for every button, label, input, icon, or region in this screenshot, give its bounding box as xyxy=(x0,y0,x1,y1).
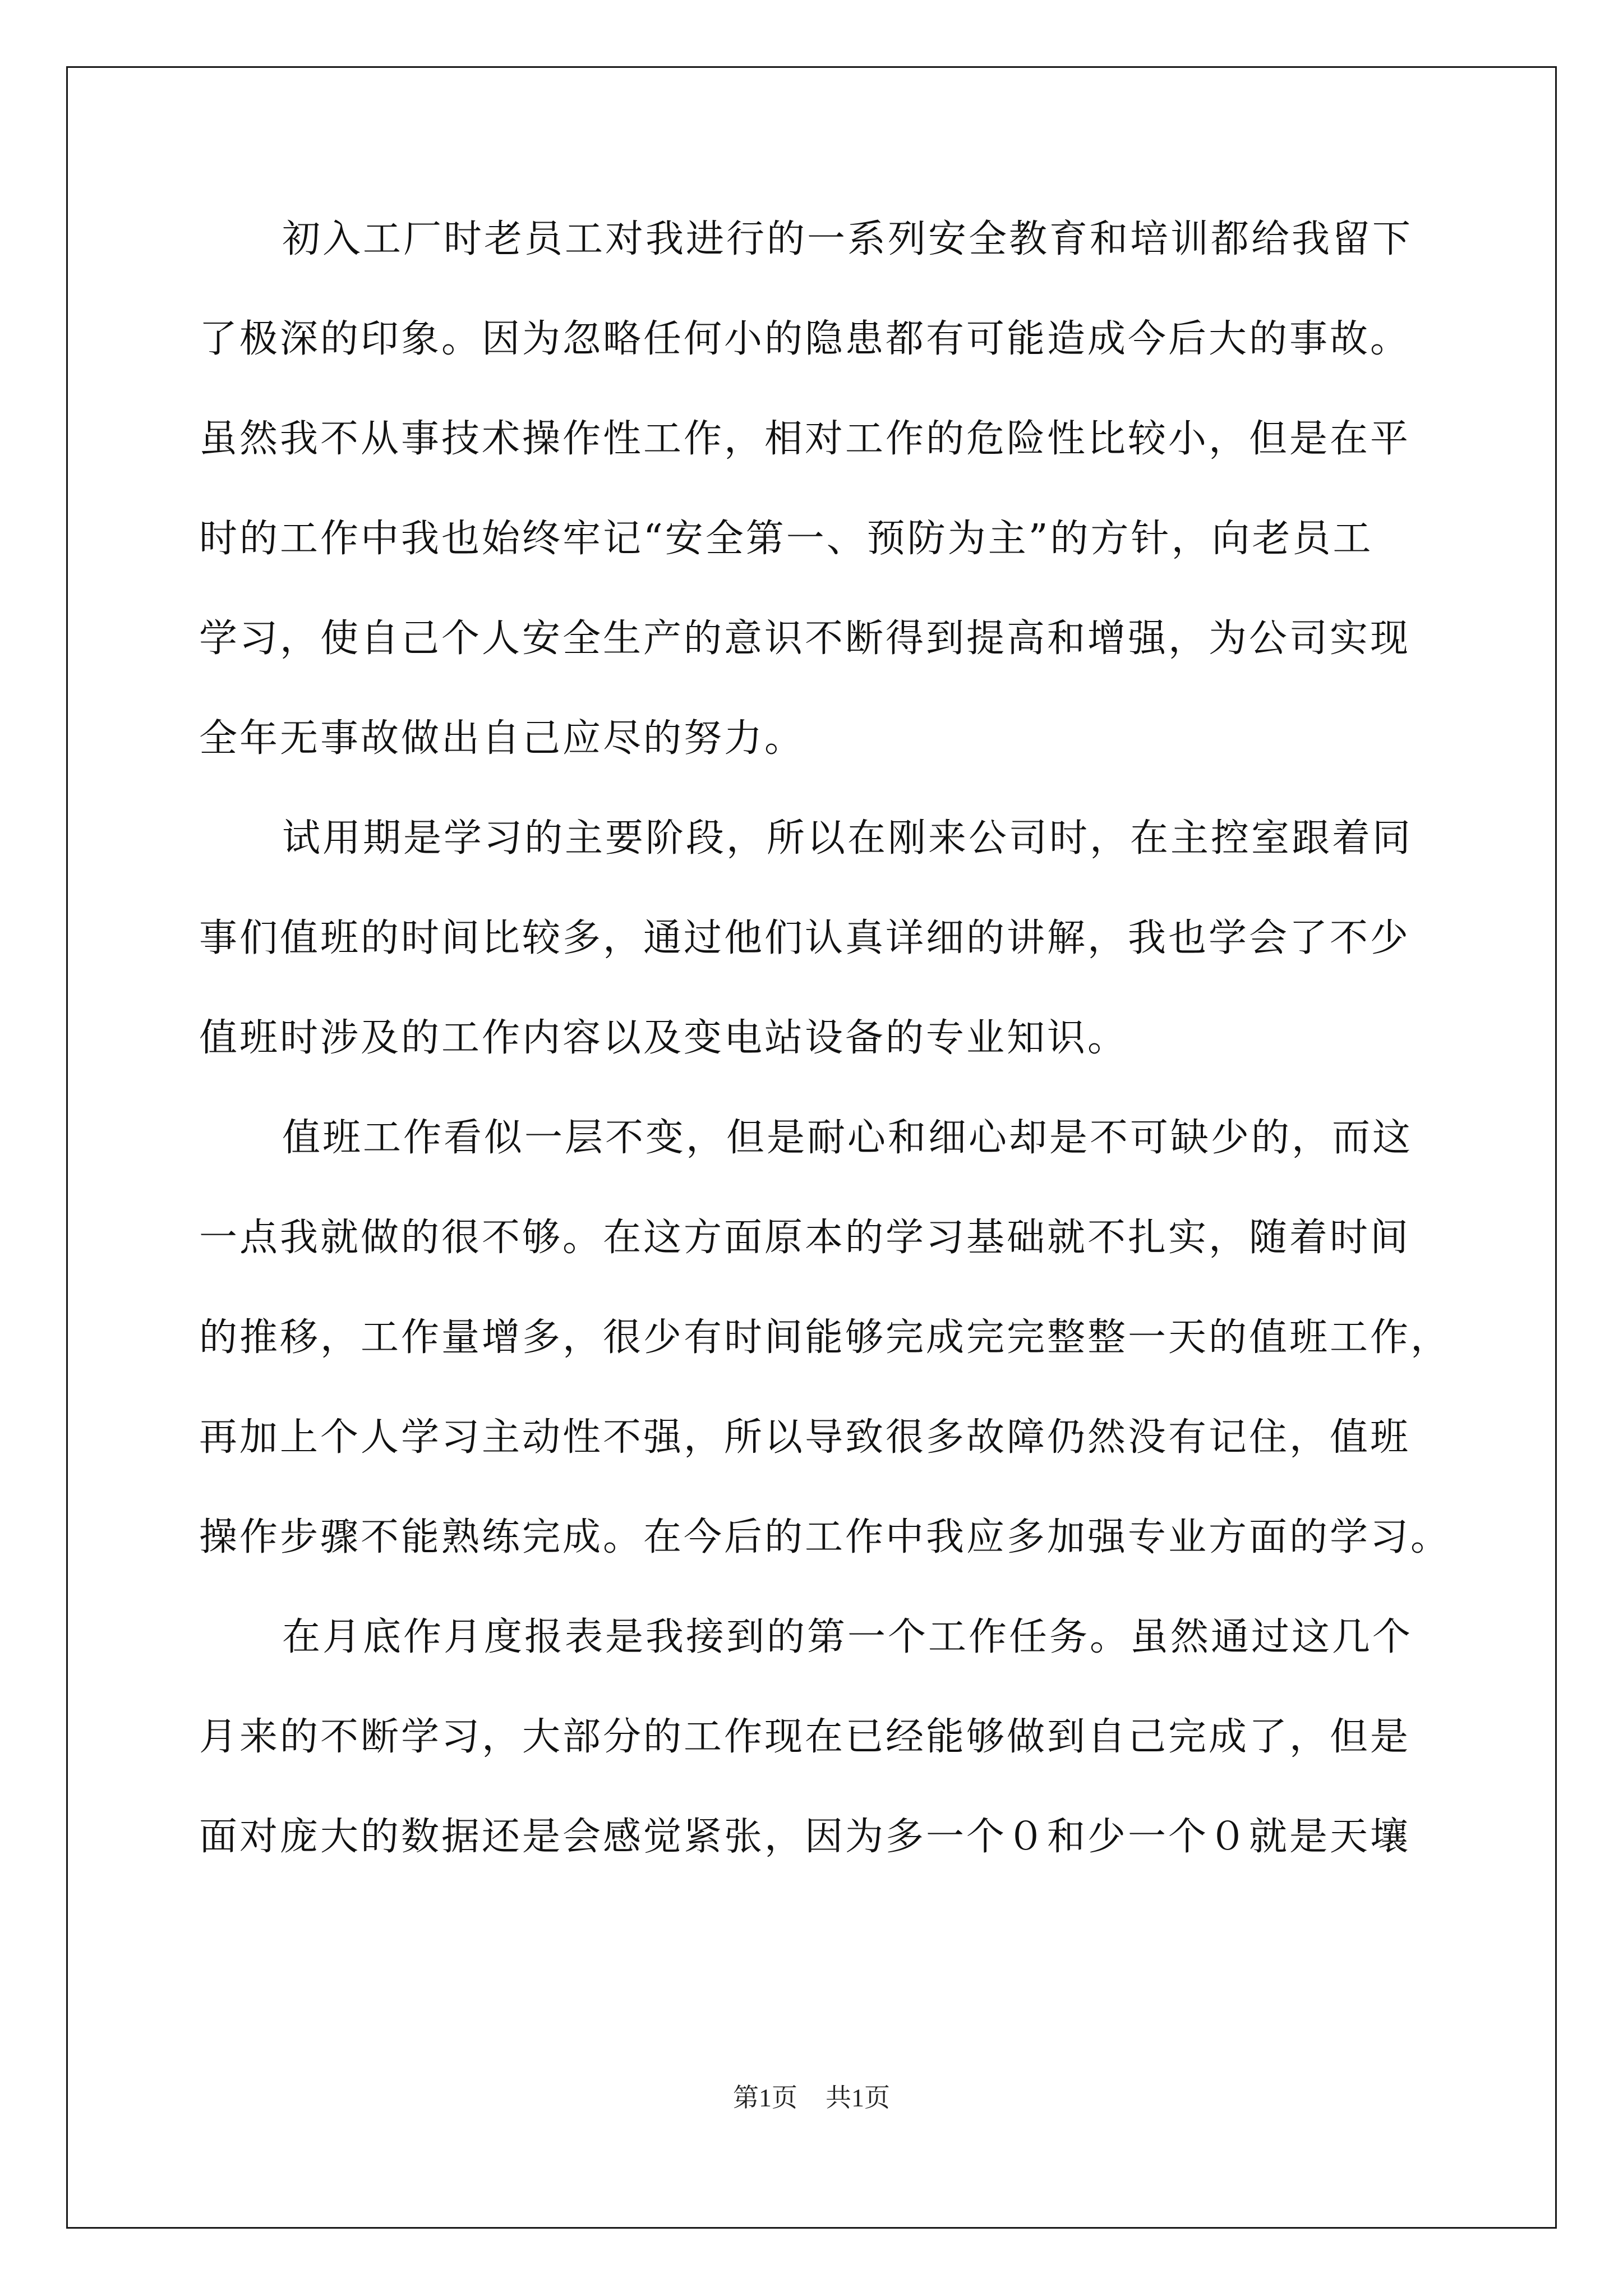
total-pages: 共1页 xyxy=(826,2083,890,2112)
paragraph-1-line-6: 全年无事故做出自己应尽的努力。 xyxy=(199,716,805,761)
paragraph-1-line-3: 虽然我不从事技术操作性工作，相对工作的危险性比较小，但是在平 xyxy=(199,417,1411,461)
paragraph-4-line-1: 在月底作月度报表是我接到的第一个工作任务。虽然通过这几个 xyxy=(282,1615,1413,1659)
paragraph-4-line-3: 面对庞大的数据还是会感觉紧张，因为多一个０和少一个０就是天壤 xyxy=(199,1815,1411,1859)
paragraph-3-line-5: 操作步骤不能熟练完成。在今后的工作中我应多加强专业方面的学习。 xyxy=(199,1515,1451,1559)
paragraph-1-line-5: 学习，使自己个人安全生产的意识不断得到提高和增强，为公司实现 xyxy=(199,616,1411,661)
paragraph-4-line-2: 月来的不断学习，大部分的工作现在已经能够做到自己完成了，但是 xyxy=(199,1715,1411,1759)
page-number: 第1页 xyxy=(733,2083,797,2112)
paragraph-3-line-1: 值班工作看似一层不变，但是耐心和细心却是不可缺少的，而这 xyxy=(282,1116,1413,1160)
paragraph-2-line-2: 事们值班的时间比较多，通过他们认真详细的讲解，我也学会了不少 xyxy=(199,916,1411,960)
paragraph-1-line-4: 时的工作中我也始终牢记“安全第一、预防为主”的方针，向老员工 xyxy=(199,517,1373,561)
paragraph-1-line-1: 初入工厂时老员工对我进行的一系列安全教育和培训都给我留下 xyxy=(282,217,1413,261)
paragraph-2-line-3: 值班时涉及的工作内容以及变电站设备的专业知识。 xyxy=(199,1016,1128,1060)
paragraph-3-line-3: 的推移，工作量增多，很少有时间能够完成完完整整一天的值班工作， xyxy=(199,1315,1451,1360)
paragraph-3-line-2: 一点我就做的很不够。在这方面原本的学习基础就不扎实，随着时间 xyxy=(199,1216,1411,1260)
page-footer xyxy=(0,2081,1623,2115)
paragraph-3-line-4: 再加上个人学习主动性不强，所以导致很多故障仍然没有记住，值班 xyxy=(199,1415,1411,1460)
paragraph-2-line-1: 试用期是学习的主要阶段，所以在刚来公司时，在主控室跟着同 xyxy=(282,816,1413,861)
paragraph-1-line-2: 了极深的印象。因为忽略任何小的隐患都有可能造成今后大的事故。 xyxy=(199,317,1411,361)
